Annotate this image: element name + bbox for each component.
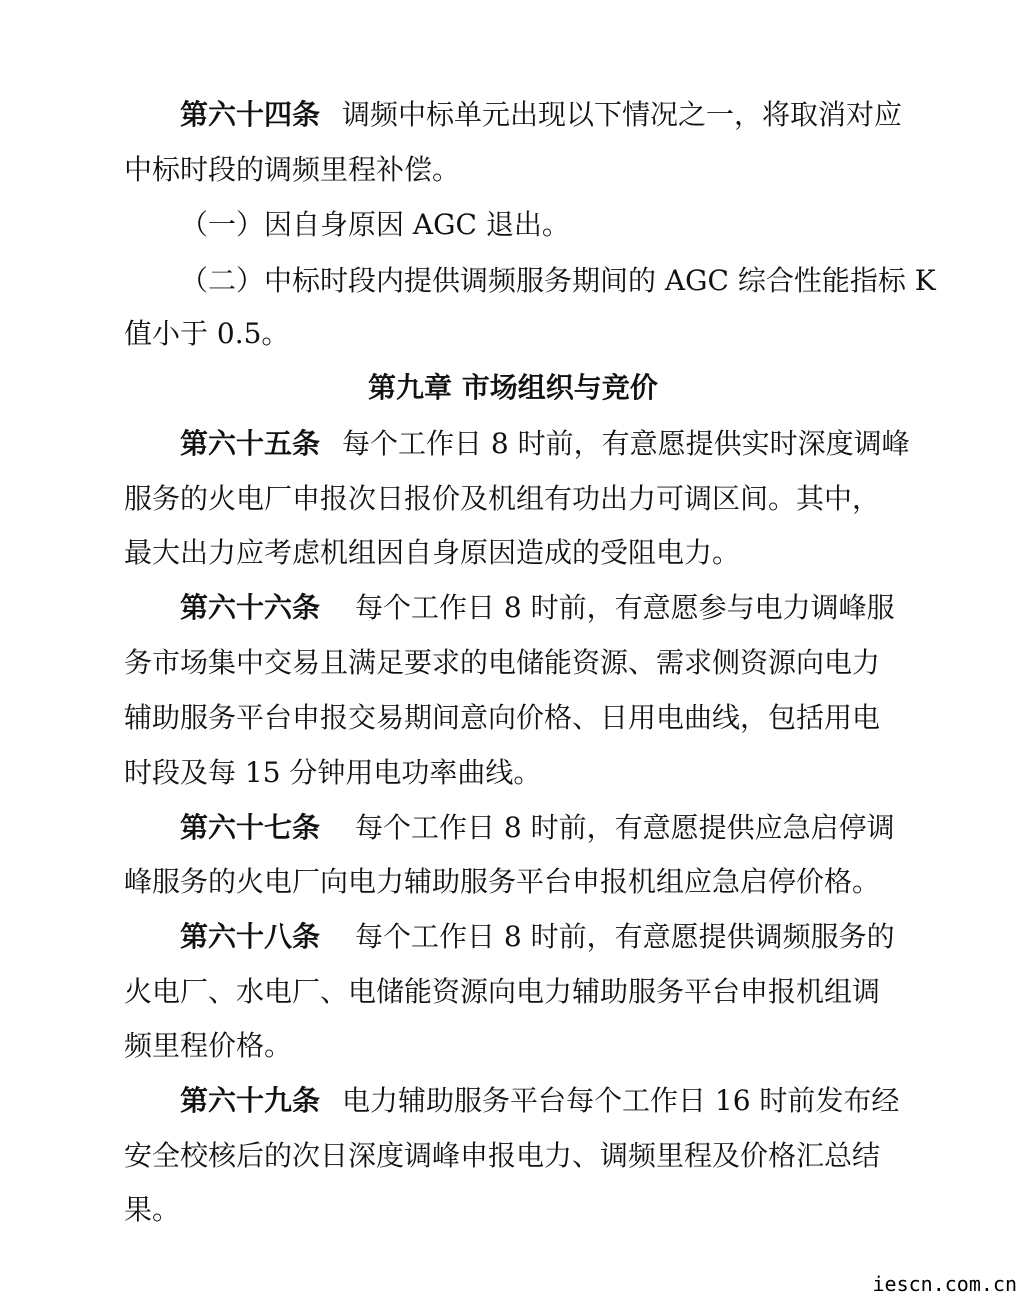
article-64-item-2-line-2 bbox=[0, 314, 1027, 354]
chapter-heading: 第九章 市场组织与竞价 bbox=[368, 371, 658, 404]
article-68-line-3 bbox=[0, 1026, 1027, 1066]
article-67-line-2 bbox=[0, 862, 1027, 902]
chapter-heading-line bbox=[0, 368, 1027, 408]
paragraph-text: 务市场集中交易且满足要求的电储能资源、需求侧资源向电力 bbox=[124, 646, 881, 679]
paragraph-text: 辅助服务平台申报交易期间意向价格、日用电曲线，包括用电 bbox=[124, 701, 881, 734]
article-69-line-2 bbox=[0, 1136, 1027, 1176]
article-64-line-2 bbox=[0, 150, 1027, 190]
article-65-line-3 bbox=[0, 533, 1027, 573]
paragraph-text: 最大出力应考虑机组因自身原因造成的受阻电力。 bbox=[124, 536, 741, 569]
paragraph-text: 火电厂、水电厂、电储能资源向电力辅助服务平台申报机组调 bbox=[124, 975, 881, 1008]
article-64-text: 调频中标单元出现以下情况之一，将取消对应 bbox=[342, 98, 903, 131]
paragraph-text: 频里程价格。 bbox=[124, 1029, 293, 1062]
article-67-line-1 bbox=[0, 808, 1027, 848]
article-69-title: 第六十九条 bbox=[180, 1084, 321, 1117]
article-66-line-4 bbox=[0, 753, 1027, 793]
article-68-text: 每个工作日 8 时前，有意愿提供调频服务的 bbox=[355, 920, 895, 953]
paragraph-text: 峰服务的火电厂向电力辅助服务平台申报机组应急启停价格。 bbox=[124, 865, 881, 898]
article-66-title: 第六十六条 bbox=[180, 591, 321, 624]
site-watermark: iescn.com.cn bbox=[872, 1272, 1017, 1296]
article-66-line-1 bbox=[0, 588, 1027, 628]
article-67-title: 第六十七条 bbox=[180, 811, 321, 844]
article-67-text: 每个工作日 8 时前，有意愿提供应急启停调 bbox=[355, 811, 895, 844]
article-65-text: 每个工作日 8 时前，有意愿提供实时深度调峰 bbox=[342, 427, 910, 460]
article-68-title: 第六十八条 bbox=[180, 920, 321, 953]
article-69-line-3 bbox=[0, 1190, 1027, 1230]
paragraph-text: 值小于 0.5。 bbox=[124, 317, 290, 350]
article-64-title: 第六十四条 bbox=[180, 98, 321, 131]
article-66-line-3 bbox=[0, 698, 1027, 738]
article-66-text: 每个工作日 8 时前，有意愿参与电力调峰服 bbox=[355, 591, 895, 624]
paragraph-text: 中标时段的调频里程补偿。 bbox=[124, 153, 461, 186]
paragraph-text: 服务的火电厂申报次日报价及机组有功出力可调区间。其中， bbox=[124, 482, 881, 515]
article-64-item-1 bbox=[0, 205, 1027, 245]
article-69-text: 电力辅助服务平台每个工作日 16 时前发布经 bbox=[342, 1084, 900, 1117]
article-68-line-1 bbox=[0, 917, 1027, 957]
article-65-line-1 bbox=[0, 424, 1027, 464]
article-69-line-1 bbox=[0, 1081, 1027, 1121]
paragraph-text: （二）中标时段内提供调频服务期间的 AGC 综合性能指标 K bbox=[180, 264, 936, 297]
paragraph-text: 安全校核后的次日深度调峰申报电力、调频里程及价格汇总结 bbox=[124, 1139, 881, 1172]
article-64-item-2-line-1 bbox=[0, 261, 1027, 301]
article-64-line-1 bbox=[0, 95, 1027, 135]
paragraph-text: （一）因自身原因 AGC 退出。 bbox=[180, 208, 570, 241]
article-65-title: 第六十五条 bbox=[180, 427, 321, 460]
article-68-line-2 bbox=[0, 972, 1027, 1012]
article-65-line-2 bbox=[0, 479, 1027, 519]
article-66-line-2 bbox=[0, 643, 1027, 683]
paragraph-text: 果。 bbox=[124, 1193, 181, 1226]
paragraph-text: 时段及每 15 分钟用电功率曲线。 bbox=[124, 756, 542, 789]
